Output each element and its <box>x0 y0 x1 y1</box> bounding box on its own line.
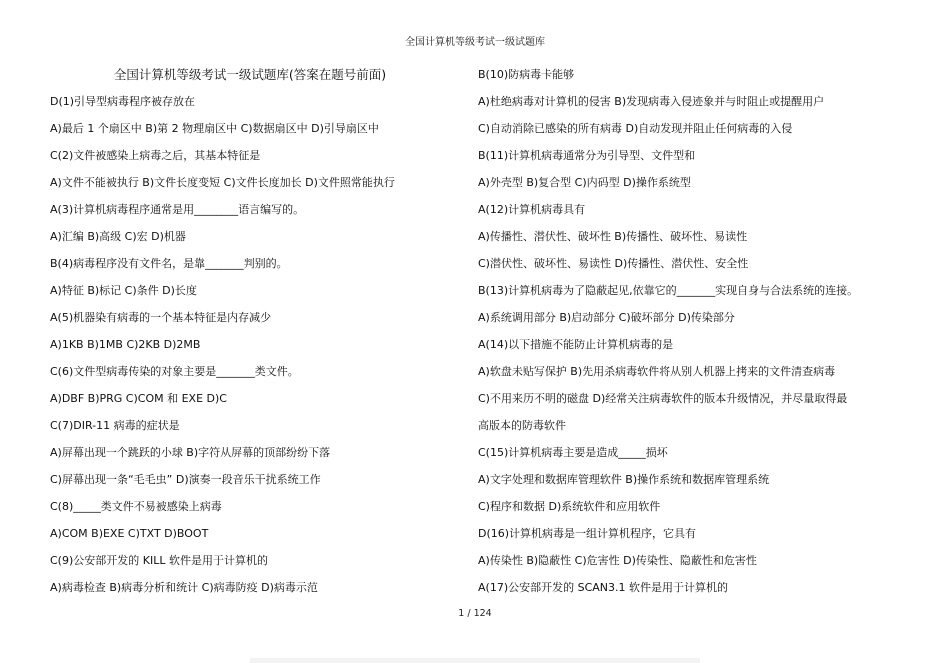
answer-line: C)屏幕出现一条“毛毛虫” D)演奏一段音乐干扰系统工作 <box>50 473 321 486</box>
answer-line: A)1KB B)1MB C)2KB D)2MB <box>50 338 201 351</box>
question-line: B(13)计算机病毒为了隐蔽起见,依靠它的_______实现自身与合法系统的连接。 <box>478 284 859 297</box>
question-line: A(12)计算机病毒具有 <box>478 203 586 216</box>
answer-line: C)不用来历不明的磁盘 D)经常关注病毒软件的版本升级情况，并尽量取得最 <box>478 392 848 405</box>
page-header: 全国计算机等级考试一级试题库 <box>405 37 545 48</box>
answer-line: A)DBF B)PRG C)COM 和 EXE D)C <box>50 392 227 405</box>
answer-line: C)潜伏性、破坏性、易读性 D)传播性、潜伏性、安全性 <box>478 257 749 270</box>
answer-line: A)文件不能被执行 B)文件长度变短 C)文件长度加长 D)文件照常能执行 <box>50 176 395 189</box>
question-line: C(6)文件型病毒传染的对象主要是_______类文件。 <box>50 365 299 378</box>
question-line: C(2)文件被感染上病毒之后，其基本特征是 <box>50 149 261 162</box>
answer-line: A)杜绝病毒对计算机的侵害 B)发现病毒入侵迹象并与时阻止或提醒用户 <box>478 95 825 108</box>
answer-line: A)传播性、潜伏性、破坏性 B)传播性、破坏性、易读性 <box>478 230 748 243</box>
answer-line: A)特征 B)标记 C)条件 D)长度 <box>50 284 197 297</box>
answer-line: A)软盘未贴写保护 B)先用杀病毒软件将从别人机器上拷来的文件清查病毒 <box>478 365 836 378</box>
answer-line: A)传染性 B)隐蔽性 C)危害性 D)传染性、隐蔽性和危害性 <box>478 554 757 567</box>
page-number: 1 / 124 <box>458 608 492 619</box>
answer-line: A)系统调用部分 B)启动部分 C)破坏部分 D)传染部分 <box>478 311 735 324</box>
answer-line: A)屏幕出现一个跳跃的小球 B)字符从屏幕的顶部纷纷下落 <box>50 446 331 459</box>
answer-line: A)病毒检查 B)病毒分析和统计 C)病毒防疫 D)病毒示范 <box>50 581 318 594</box>
answer-line: C)自动消除已感染的所有病毒 D)自动发现并阻止任何病毒的入侵 <box>478 122 793 135</box>
question-line: B(10)防病毒卡能够 <box>478 68 575 81</box>
answer-line: 高版本的防毒软件 <box>478 419 566 432</box>
question-line: C(15)计算机病毒主要是造成_____损坏 <box>478 446 668 459</box>
answer-line: C)程序和数据 D)系统软件和应用软件 <box>478 500 661 513</box>
next-page-edge <box>250 658 700 663</box>
question-line: A(5)机器染有病毒的一个基本特征是内存减少 <box>50 311 272 324</box>
question-line: D(16)计算机病毒是一组计算机程序，它具有 <box>478 527 697 540</box>
question-line: A(17)公安部开发的 SCAN3.1 软件是用于计算机的 <box>478 581 729 594</box>
answer-line: A)最后 1 个扇区中 B)第 2 物理扇区中 C)数据扇区中 D)引导扇区中 <box>50 122 379 135</box>
answer-line: A)汇编 B)高级 C)宏 D)机器 <box>50 230 186 243</box>
question-line: B(4)病毒程序没有文件名，是靠_______判别的。 <box>50 257 288 270</box>
question-line: C(9)公安部开发的 KILL 软件是用于计算机的 <box>50 554 268 567</box>
question-line: A(14)以下措施不能防止计算机病毒的是 <box>478 338 674 351</box>
question-line: D(1)引导型病毒程序被存放在 <box>50 95 196 108</box>
question-line: B(11)计算机病毒通常分为引导型、文件型和 <box>478 149 696 162</box>
question-line: A(3)计算机病毒程序通常是用________语言编写的。 <box>50 203 305 216</box>
question-line: C(8)_____类文件不易被感染上病毒 <box>50 500 222 513</box>
answer-line: A)外壳型 B)复合型 C)内码型 D)操作系统型 <box>478 176 691 189</box>
question-line: C(7)DIR-11 病毒的症状是 <box>50 419 180 432</box>
answer-line: A)COM B)EXE C)TXT D)BOOT <box>50 527 209 540</box>
right-column <box>478 66 918 606</box>
left-column <box>50 66 470 606</box>
document-title: 全国计算机等级考试一级试题库(答案在题号前面) <box>113 67 387 82</box>
answer-line: A)文字处理和数据库管理软件 B)操作系统和数据库管理系统 <box>478 473 770 486</box>
